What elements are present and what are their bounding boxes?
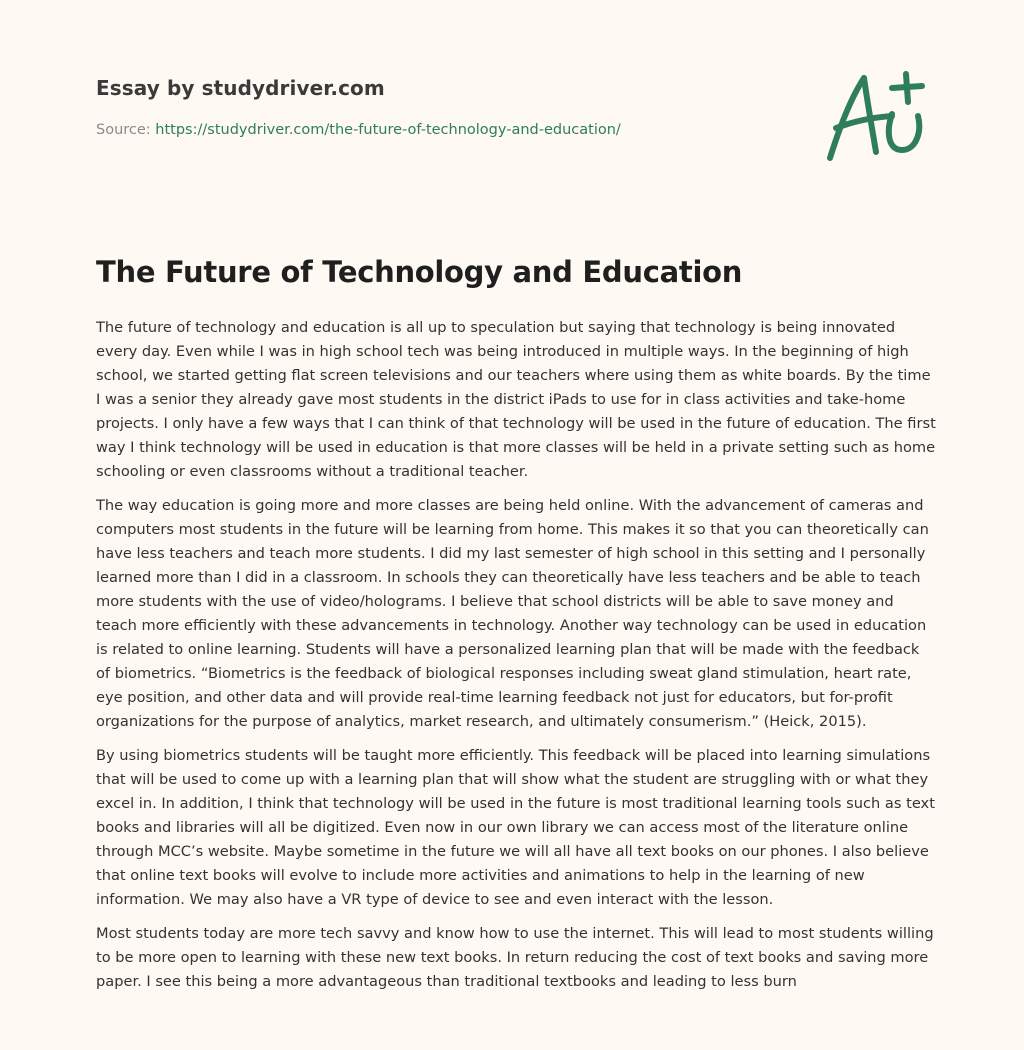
article-paragraph: Most students today are more tech savvy and know how to use the internet. This will lead to most students willing to be more open to learning with these new text books. In return reducing the cost of text books and saving more paper. I see this being a more advantageous than traditional textbooks and leading to less burn	[96, 925, 934, 990]
a-plus-grade-icon	[822, 66, 932, 166]
article-paragraph: By using biometrics students will be taught more efficiently. This feedback will be placed into learning simulations that will be used to come up with a learning plan that will show what the student are struggling with or what they excel in. In addition, I think that technology will be used in the future is most traditional learning tools such as text books and libraries will all be digitized. Even now in our own library we can access most of the literature online through MCC’s website. Maybe sometime in the future we will all have all text books on our phones. I also believe that online text books will evolve to include more activities and animations to help in the learning of new information. We may also have a VR type of device to see and even interact with the lesson.	[96, 747, 935, 908]
source-link[interactable]: https://studydriver.com/the-future-of-technology-and-education/	[155, 122, 621, 138]
article-paragraph: The way education is going more and more classes are being held online. With the advancement of cameras and computers most students in the future will be learning from home. This makes it so that you can theoretically can have less teachers and teach more students. I did my last semester of high school in this setting and I personally learned more than I did in a classroom. In schools they can theoretically have less teachers and be able to teach more students with the use of video/holograms. I believe that school districts will be able to save money and teach more efficiently with these advancements in technology. Another way technology can be used in education is related to online learning. Students will have a personalized learning plan that will be made with the feedback of biometrics. “Biometrics is the feedback of biological responses including sweat gland stimulation, heart rate, eye position, and other data and will provide real-time learning feedback not just for educators, but for-profit organizations for the purpose of analytics, market research, and ultimately consumerism.” (Heick, 2015).	[96, 497, 929, 730]
source-label: Source:	[96, 122, 151, 138]
site-brand: Essay by studydriver.com	[96, 76, 385, 100]
article-title: The Future of Technology and Education	[96, 255, 743, 289]
article-body	[96, 316, 936, 1004]
source-line	[96, 122, 796, 138]
page-header	[96, 76, 796, 138]
article-paragraph: The future of technology and education is all up to speculation but saying that technology is being innovated every day. Even while I was in high school tech was being introduced in multiple ways. In the beginning of high school, we started getting flat screen televisions and our teachers where using them as white boards. By the time I was a senior they already gave most students in the district iPads to use for in class activities and take-home projects. I only have a few ways that I can think of that technology will be used in the future of education. The first way I think technology will be used in education is that more classes will be held in a private setting such as home schooling or even classrooms without a traditional teacher.	[96, 319, 936, 480]
